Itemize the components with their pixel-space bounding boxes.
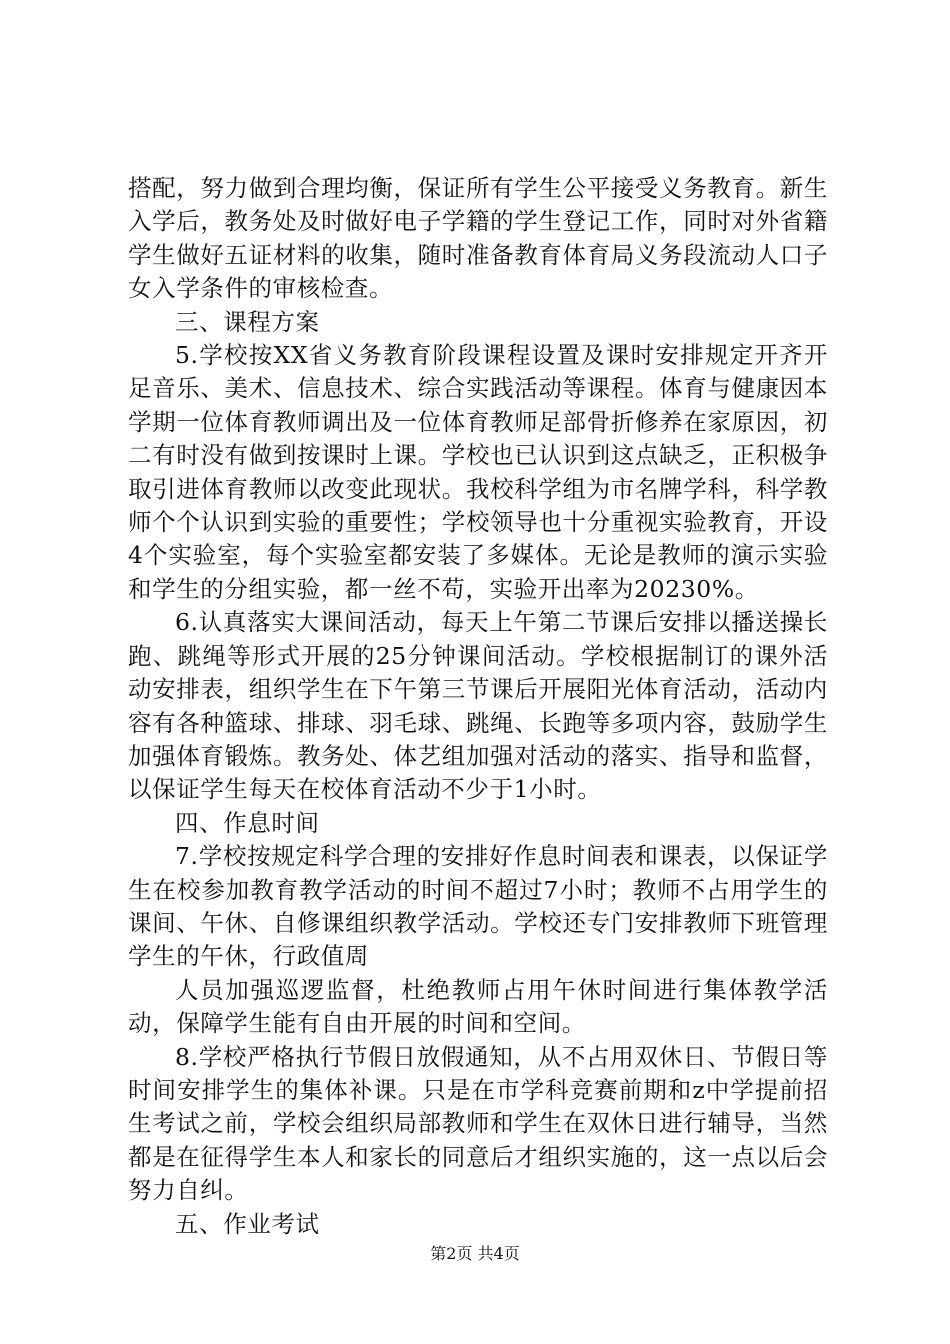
heading-curriculum: 三、课程方案 bbox=[175, 307, 320, 336]
paragraph-item-7-continued: 人员加强巡逻监督，杜绝教师占用午休时间进行集体教学活动，保障学生能有自由开展的时间和空间。 bbox=[128, 975, 828, 1038]
heading-schedule: 四、作息时间 bbox=[175, 808, 320, 837]
paragraph-item-6: 6.认真落实大课间活动，每天上午第二节课后安排以播送操长跑、跳绳等形式开展的25分钟课间活动。学校根据制订的课外活动安排表，组织学生在下午第三节课后开展阳光体育活动，活动内容有各种篮球、排球、羽毛球、跳绳、长跑等多项内容，鼓励学生加强体育锻炼。教务处、体艺组加强对活动的落实、指导和监督，以保证学生每天在校体育活动不少于1小时。 bbox=[128, 608, 828, 804]
paragraph-item-8: 8.学校严格执行节假日放假通知，从不占用双休日、节假日等时间安排学生的集体补课。只是在市学科竞赛前期和z中学提前招生考试之前，学校会组织局部教师和学生在双休日进行辅导，当然都是在征得学生本人和家长的同意后才组织实施的，这一点以后会努力自纠。 bbox=[128, 1042, 828, 1205]
paragraph-item-5: 5.学校按XX省义务教育阶段课程设置及课时安排规定开齐开足音乐、美术、信息技术、综合实践活动等课程。体育与健康因本学期一位体育教师调出及一位体育教师足部骨折修养在家原因，初二有时没有做到按课时上课。学校也已认识到这点缺乏，正积极争取引进体育教师以改变此现状。我校科学组为市名牌学科，科学教师个个认识到实验的重要性；学校领导也十分重视实验教育，开设4个实验室，每个实验室都安装了多媒体。无论是教师的演示实验和学生的分组实验，都一丝不苟，实验开出率为20230%。 bbox=[128, 341, 828, 603]
heading-homework-exams: 五、作业考试 bbox=[175, 1209, 320, 1238]
page-number-footer: 第2页 共4页 bbox=[430, 1244, 520, 1263]
paragraph-item-7: 7.学校按规定科学合理的安排好作息时间表和课表，以保证学生在校参加教育教学活动的时间不超过7小时；教师不占用学生的课间、午休、自修课组织教学活动。学校还专门安排教师下班管理学生的午休，行政值周 bbox=[128, 842, 828, 971]
document-body bbox=[128, 172, 828, 1241]
paragraph-intro: 搭配，努力做到合理均衡，保证所有学生公平接受义务教育。新生入学后，教务处及时做好电子学籍的学生登记工作，同时对外省籍学生做好五证材料的收集，随时准备教育体育局义务段流动人口子女入学条件的审核检查。 bbox=[128, 174, 828, 303]
